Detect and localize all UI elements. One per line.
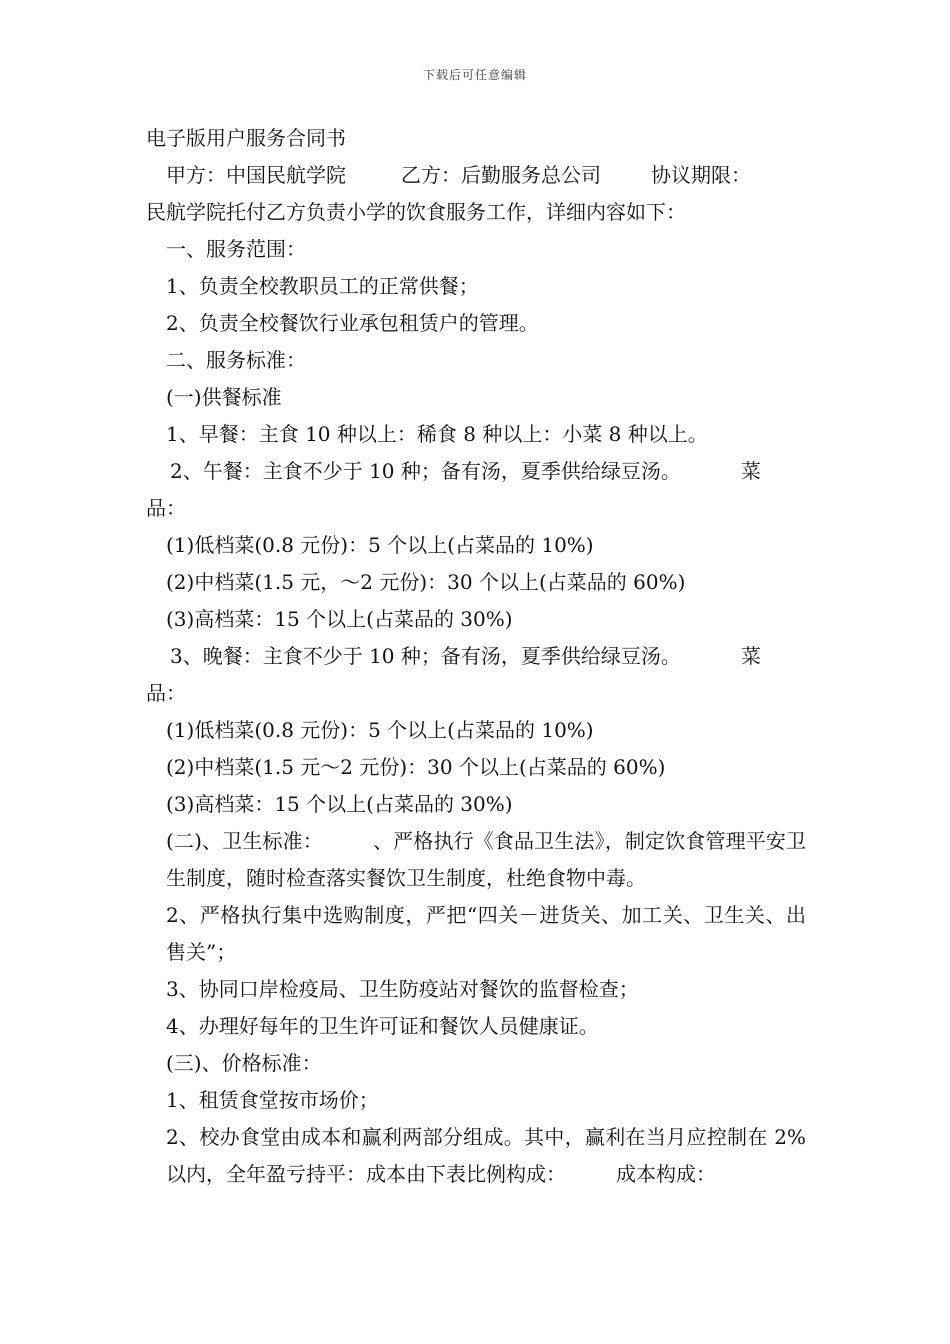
hygiene-item-1: 、严格执行《食品卫生法》，制定饮食管理平安卫生制度，随时检查落实餐饮卫生制度，杜绝食物中毒。 bbox=[166, 829, 807, 890]
list-item: 1、租赁食堂按市场价； bbox=[166, 1088, 379, 1112]
dinner-dishes-label: 菜 bbox=[740, 644, 761, 668]
parties-line bbox=[146, 157, 806, 194]
lunch-dishes-label: 菜 bbox=[740, 459, 761, 483]
list-item bbox=[146, 638, 806, 675]
subsection-heading: (三)、价格标准： bbox=[166, 1051, 322, 1075]
list-item: 2、负责全校餐饮行业承包租赁户的管理。 bbox=[166, 311, 539, 335]
list-item: 3、协同口岸检疫局、卫生防疫站对餐饮的监督检查； bbox=[166, 977, 639, 1001]
section-heading: 二、服务标准： bbox=[166, 348, 306, 372]
continuation-text: 品： bbox=[146, 496, 186, 520]
party-a: 甲方：中国民航学院 bbox=[166, 163, 346, 187]
page-header: 下载后可任意编辑 bbox=[422, 68, 527, 82]
list-item: 1、负责全校教职员工的正常供餐； bbox=[166, 274, 479, 298]
subsection-heading: (一)供餐标准 bbox=[166, 385, 282, 409]
hygiene-paragraph bbox=[146, 823, 806, 897]
agreement-term: 协议期限： bbox=[651, 163, 751, 187]
intro-paragraph: 民航学院托付乙方负责小学的饮食服务工作，详细内容如下： bbox=[146, 200, 686, 224]
list-item: 2、严格执行集中选购制度，严把“四关－进货关、加工关、卫生关、出售关”； bbox=[166, 903, 806, 964]
section-heading: 一、服务范围： bbox=[166, 237, 306, 261]
list-item: (3)高档菜：15 个以上(占菜品的 30%) bbox=[166, 607, 513, 631]
list-item: 1、早餐：主食 10 种以上：稀食 8 种以上：小菜 8 种以上。 bbox=[166, 422, 708, 446]
list-item: (2)中档菜(1.5 元～2 元份)：30 个以上(占菜品的 60%) bbox=[166, 755, 666, 779]
document-body bbox=[146, 120, 806, 1193]
document-title: 电子版用户服务合同书 bbox=[146, 126, 346, 150]
list-item: (3)高档菜：15 个以上(占菜品的 30%) bbox=[166, 792, 513, 816]
price-paragraph bbox=[146, 1119, 806, 1193]
lunch-text: 2、午餐：主食不少于 10 种；备有汤，夏季供给绿豆汤。 bbox=[170, 459, 681, 483]
party-b: 乙方：后勤服务总公司 bbox=[401, 163, 601, 187]
list-item: (1)低档菜(0.8 元份)：5 个以上(占菜品的 10%) bbox=[166, 533, 594, 557]
price-item-2: 2、校办食堂由成本和赢利两部分组成。其中，赢利在当月应控制在 2%以内，全年盈亏持平：成本由下表比例构成： bbox=[166, 1125, 806, 1186]
hygiene-heading: (二)、卫生标准： bbox=[166, 829, 323, 853]
list-item: 4、办理好每年的卫生许可证和餐饮人员健康证。 bbox=[166, 1014, 599, 1038]
list-item: (1)低档菜(0.8 元份)：5 个以上(占菜品的 10%) bbox=[166, 718, 594, 742]
list-item: (2)中档菜(1.5 元，～2 元份)：30 个以上(占菜品的 60%) bbox=[166, 570, 686, 594]
cost-composition-label: 成本构成： bbox=[616, 1162, 716, 1186]
continuation-text: 品： bbox=[146, 681, 186, 705]
list-item bbox=[146, 453, 806, 490]
dinner-text: 3、晚餐：主食不少于 10 种；备有汤，夏季供给绿豆汤。 bbox=[170, 644, 681, 668]
